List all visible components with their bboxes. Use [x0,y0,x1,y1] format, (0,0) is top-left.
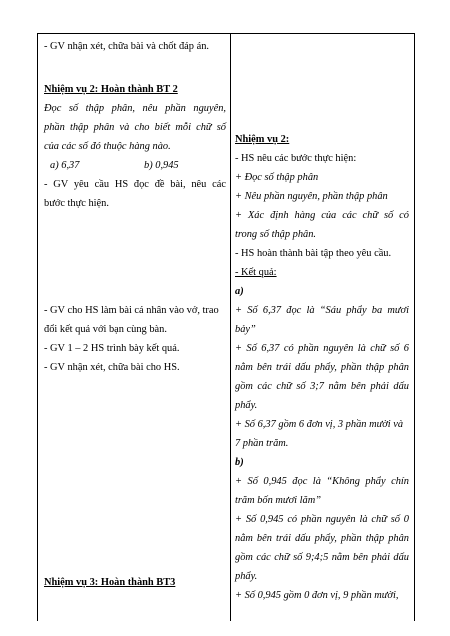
task2-title: Nhiệm vụ 2: Hoàn thành BT 2 [44,84,178,95]
results-label: - Kết quả: [235,267,277,278]
part-a-label: a) [235,286,244,297]
part-b-label: b) [235,457,244,468]
text-line: gồm các chữ số 9;4;5 nằm bên phải dấu [235,552,409,563]
text-line: + Số 0,945 đọc là “Không phẩy chín [235,476,409,487]
task2-part-b: b) 0,945 [144,160,179,171]
text-line: + Nêu phần nguyên, phần thập phân [235,191,388,202]
text-line: + Xác định hàng của các chữ số có [235,210,409,221]
task2-title-right: Nhiệm vụ 2: [235,134,290,145]
text-line: nằm bên trái dấu phẩy, phần thập phân [235,533,409,544]
text-line: - GV nhận xét, chữa bài và chốt đáp án. [44,41,209,52]
text-line: + Số 6,37 đọc là “Sáu phẩy ba mươi [235,305,409,316]
text-line: 7 phần trăm. [235,438,289,449]
text-line: trăm bốn mươi lăm” [235,495,321,506]
task2-instruction: phần thập phân và cho biết mỗi chữ số [44,122,226,133]
text-line: - GV cho HS làm bài cá nhân vào vở, trao [44,305,219,316]
task2-instruction: Đọc số thập phân, nêu phần nguyên, [44,103,226,114]
text-line: bảy” [235,324,256,335]
text-line: đổi kết quả với bạn cùng bàn. [44,324,167,335]
text-line: + Số 6,37 gồm 6 đơn vị, 3 phần mười và [235,419,404,430]
text-line: - GV 1 – 2 HS trình bày kết quả. [44,343,180,354]
text-line: - GV yêu cầu HS đọc đề bài, nêu các [44,179,226,190]
text-line: phẩy. [235,400,258,411]
text-line: bước thực hiện. [44,198,109,209]
task2-instruction: của các số đó thuộc hàng nào. [44,141,171,152]
text-line: phẩy. [235,571,258,582]
text-line: + Số 6,37 có phần nguyên là chữ số 6 [235,343,409,354]
text-line: gồm các chữ số 3;7 nằm bên phải dấu [235,381,409,392]
task3-title: Nhiệm vụ 3: Hoàn thành BT3 [44,577,176,588]
text-line: nằm bên trái dấu phẩy, phần thập phân [235,362,409,373]
text-line: + Số 0,945 có phần nguyên là chữ số 0 [235,514,409,525]
text-line: - HS nêu các bước thực hiện: [235,153,357,164]
column-divider [230,33,231,621]
text-line: - GV nhận xét, chữa bài cho HS. [44,362,180,373]
text-line: trong số thập phân. [235,229,317,240]
text-line: + Đọc số thập phân [235,172,319,183]
task2-part-a: a) 6,37 [50,160,80,171]
text-line: - HS hoàn thành bài tập theo yêu cầu. [235,248,392,259]
text-line: + Số 0,945 gồm 0 đơn vị, 9 phần mười, [235,590,399,601]
